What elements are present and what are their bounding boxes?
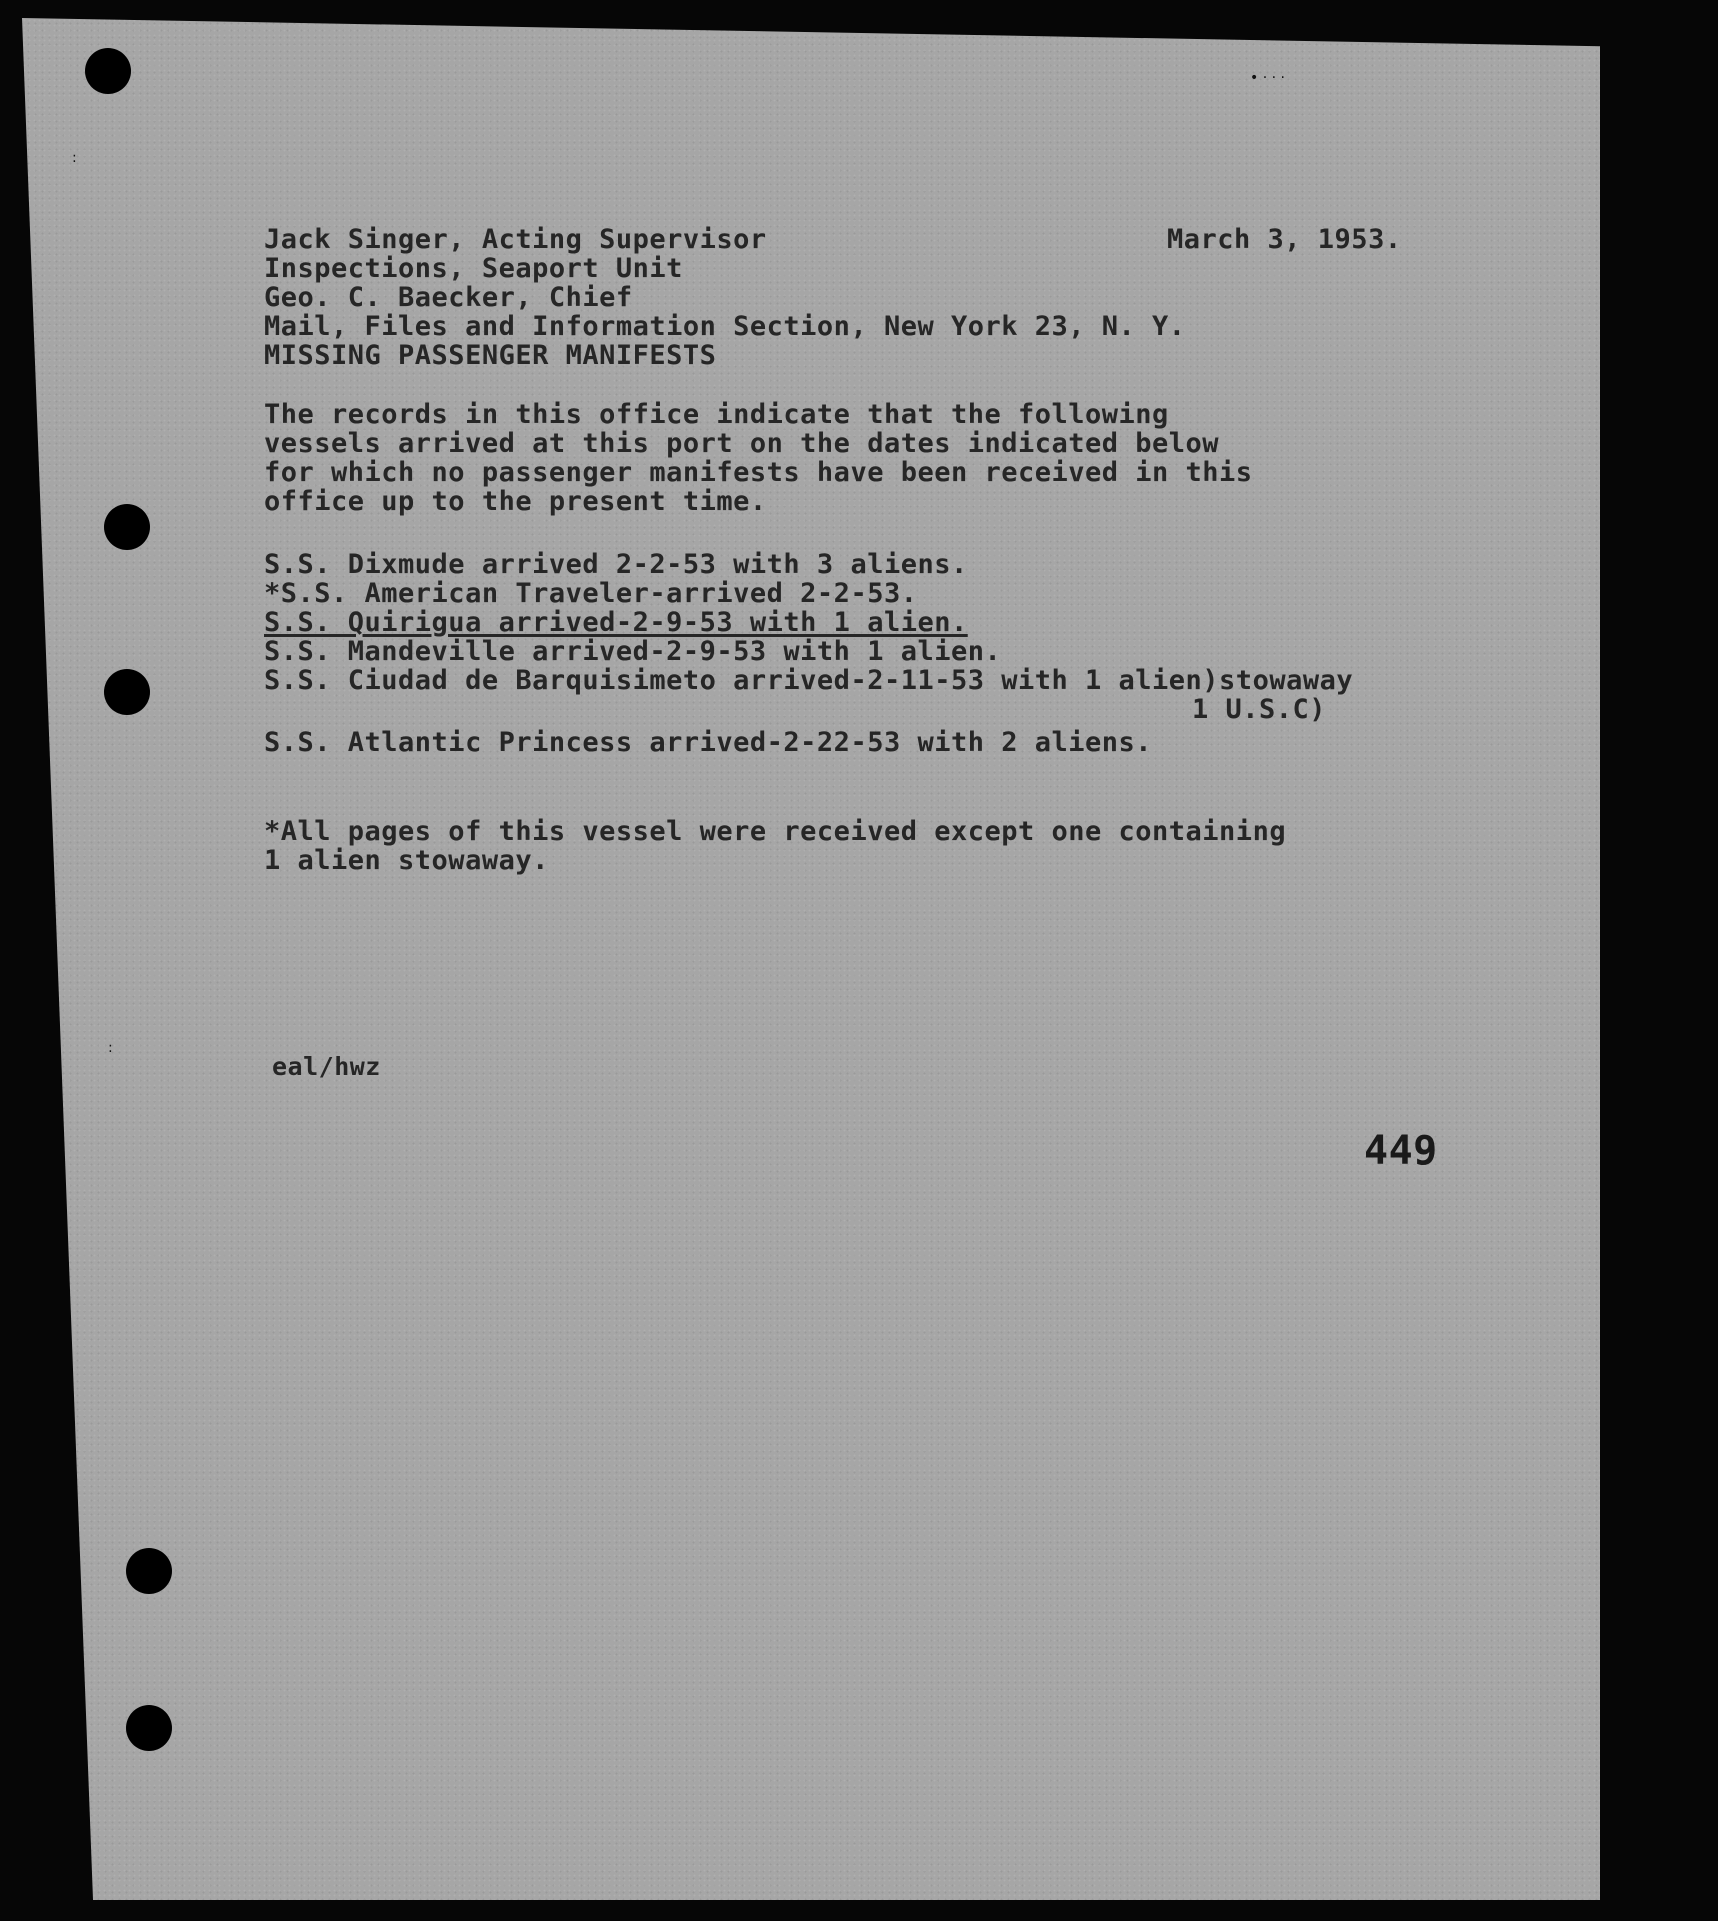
page-number: 449 bbox=[1364, 1128, 1438, 1174]
vessel-entry: S.S. Mandeville arrived-2-9-53 with 1 alien. bbox=[264, 636, 1002, 667]
vessel-entry: S.S. Ciudad de Barquisimeto arrived-2-11-53 with 1 alien)stowaway bbox=[264, 665, 1354, 696]
body-line: The records in this office indicate that the following bbox=[264, 399, 1169, 430]
sender-section: Mail, Files and Information Section, New York 23, N. Y. bbox=[264, 311, 1186, 342]
scan-artifact: • · · · bbox=[1250, 70, 1285, 86]
vessel-entry: S.S. Quirigua arrived-2-9-53 with 1 alien. bbox=[264, 607, 968, 638]
recipient-unit: Inspections, Seaport Unit bbox=[264, 253, 683, 284]
footnote-line: *All pages of this vessel were received except one containing bbox=[264, 816, 1287, 847]
body-line: vessels arrived at this port on the dates indicated below bbox=[264, 428, 1220, 459]
body-line: office up to the present time. bbox=[264, 486, 767, 517]
memo-subject: MISSING PASSENGER MANIFESTS bbox=[264, 340, 717, 371]
punch-hole bbox=[126, 1548, 172, 1594]
vessel-entry: S.S. Atlantic Princess arrived-2-22-53 with 2 aliens. bbox=[264, 727, 1153, 758]
punch-hole bbox=[104, 504, 150, 550]
vessel-list bbox=[264, 550, 1353, 757]
memo-body bbox=[264, 400, 1253, 516]
recipient-name: Jack Singer, Acting Supervisor bbox=[264, 224, 767, 255]
scan-artifact: : bbox=[72, 150, 77, 166]
body-line: for which no passenger manifests have been received in this bbox=[264, 457, 1253, 488]
footnote bbox=[264, 817, 1286, 875]
scan-artifact: : bbox=[108, 1040, 113, 1056]
typist-initials: eal/hwz bbox=[272, 1052, 381, 1081]
punch-hole bbox=[85, 48, 131, 94]
vessel-entry: *S.S. American Traveler-arrived 2-2-53. bbox=[264, 578, 918, 609]
sender-name: Geo. C. Baecker, Chief bbox=[264, 282, 633, 313]
footnote-line: 1 alien stowaway. bbox=[264, 845, 549, 876]
memo-date: March 3, 1953. bbox=[1167, 224, 1402, 255]
vessel-entry: S.S. Dixmude arrived 2-2-53 with 3 aliens. bbox=[264, 549, 968, 580]
punch-hole bbox=[104, 669, 150, 715]
address-block bbox=[264, 225, 1186, 370]
vessel-entry-continuation: 1 U.S.C) bbox=[1192, 694, 1327, 725]
punch-hole bbox=[126, 1705, 172, 1751]
